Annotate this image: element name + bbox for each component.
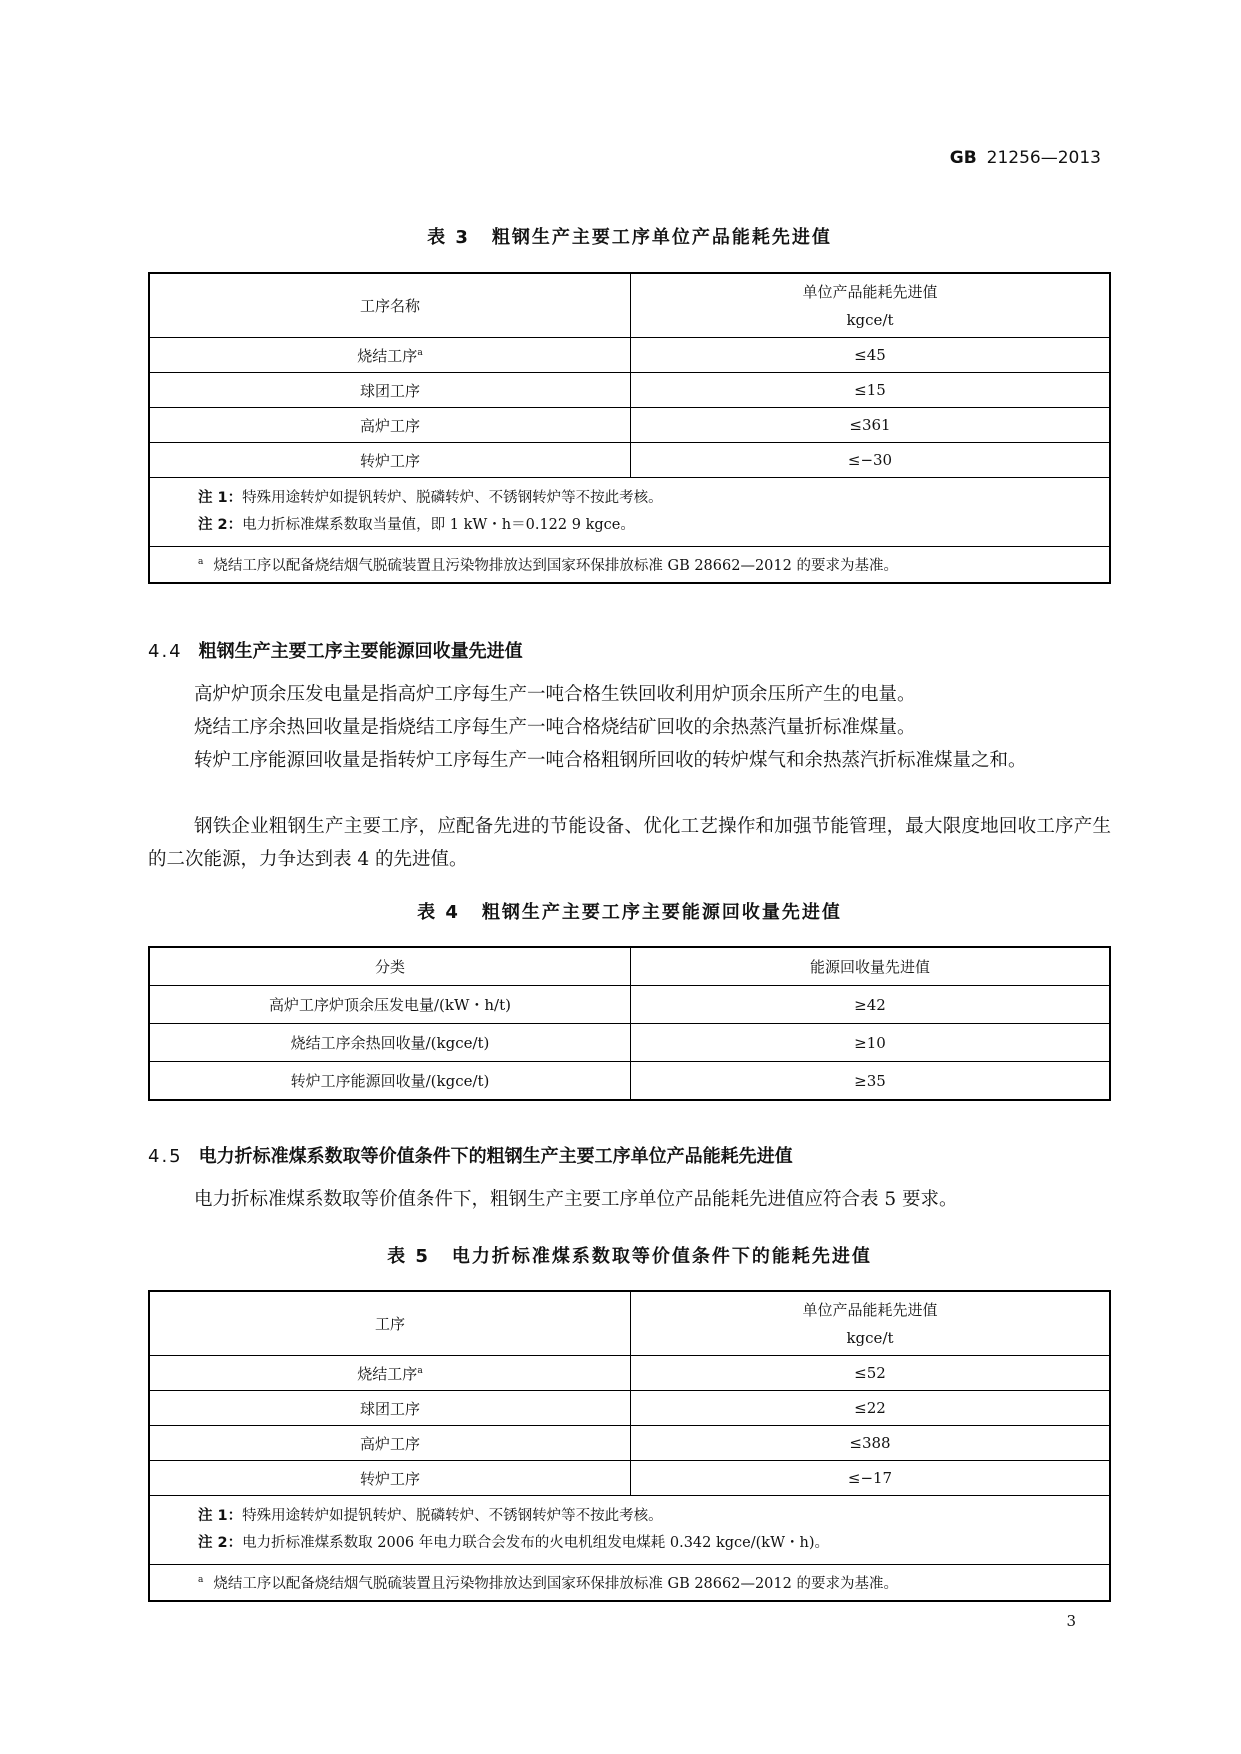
note-label: 注 1： bbox=[198, 490, 243, 506]
section-4-5-heading bbox=[148, 1142, 793, 1168]
note-text: 特殊用途转炉如提钒转炉、脱磷转炉、不锈钢转炉等不按此考核。 bbox=[242, 1508, 663, 1524]
table3-row-name: 球团工序 bbox=[149, 373, 631, 408]
table-row bbox=[149, 408, 1110, 443]
table3-note1 bbox=[198, 485, 1109, 512]
note-text: 电力折标准煤系数取 2006 年电力联合会发布的火电机组发电煤耗 0.342 kgce/(kW・h)。 bbox=[242, 1535, 829, 1551]
table3-col2-header bbox=[631, 273, 1111, 338]
table-row bbox=[149, 1024, 1110, 1062]
note-text: 特殊用途转炉如提钒转炉、脱磷转炉、不锈钢转炉等不按此考核。 bbox=[242, 490, 663, 506]
table5-col1-header: 工序 bbox=[149, 1291, 631, 1356]
section-number: 4.4 bbox=[148, 641, 183, 662]
standard-code bbox=[950, 148, 1101, 168]
note-label: 注 1： bbox=[198, 1508, 243, 1524]
table5-footnote-row bbox=[149, 1565, 1110, 1602]
table3-row-value: ≤−30 bbox=[631, 443, 1111, 478]
table-row bbox=[149, 1062, 1110, 1101]
table3 bbox=[148, 272, 1111, 584]
standard-code-prefix: GB bbox=[949, 148, 977, 168]
table-row bbox=[149, 443, 1110, 478]
table3-row-value: ≤15 bbox=[631, 373, 1111, 408]
table3-row-name: 高炉工序 bbox=[149, 408, 631, 443]
footnote-mark: a bbox=[198, 557, 204, 568]
table3-col1-header: 工序名称 bbox=[149, 273, 631, 338]
table3-title: 粗钢生产主要工序单位产品能耗先进值 bbox=[491, 227, 832, 248]
table4-row-name: 烧结工序余热回收量/(kgce/t) bbox=[149, 1024, 631, 1062]
table4-row-value: ≥10 bbox=[631, 1024, 1111, 1062]
table3-number: 表 3 bbox=[427, 227, 470, 248]
section44-paragraph: 高炉炉顶余压发电量是指高炉工序每生产一吨合格生铁回收利用炉顶余压所产生的电量。 bbox=[194, 684, 916, 705]
table5-row-name: 转炉工序 bbox=[149, 1461, 631, 1496]
table-row bbox=[149, 1426, 1110, 1461]
table-row bbox=[149, 1461, 1110, 1496]
table-row bbox=[149, 1356, 1110, 1391]
table5-row-name: 球团工序 bbox=[149, 1391, 631, 1426]
table4-row-value: ≥35 bbox=[631, 1062, 1111, 1101]
table5-row-value: ≤52 bbox=[631, 1356, 1111, 1391]
table3-row-value: ≤45 bbox=[631, 338, 1111, 373]
section-4-4-heading bbox=[148, 637, 523, 663]
table4-header-row bbox=[149, 947, 1110, 986]
section45-paragraph: 电力折标准煤系数取等价值条件下，粗钢生产主要工序单位产品能耗先进值应符合表 5 要求。 bbox=[194, 1189, 958, 1210]
table3-col2-title: 单位产品能耗先进值 bbox=[802, 282, 938, 301]
table5-row-value: ≤22 bbox=[631, 1391, 1111, 1426]
table4-row-value: ≥42 bbox=[631, 986, 1111, 1024]
table3-footnote bbox=[149, 547, 1110, 584]
table3-notes bbox=[149, 478, 1110, 547]
table-row bbox=[149, 373, 1110, 408]
table5-footnote bbox=[149, 1565, 1110, 1602]
row-name-text: 烧结工序 bbox=[357, 1364, 418, 1383]
table4-caption bbox=[148, 898, 1111, 924]
table5-col2-unit: kgce/t bbox=[846, 1328, 894, 1347]
table3-footnote-row bbox=[149, 547, 1110, 584]
table-row bbox=[149, 338, 1110, 373]
table5-note2 bbox=[198, 1530, 1109, 1557]
table4-title: 粗钢生产主要工序主要能源回收量先进值 bbox=[481, 902, 842, 923]
table4-number: 表 4 bbox=[417, 902, 460, 923]
table4 bbox=[148, 946, 1111, 1101]
footnote-text: 烧结工序以配备烧结烟气脱硫装置且污染物排放达到国家环保排放标准 GB 28662—2012 的要求为基准。 bbox=[213, 1576, 898, 1592]
row-name-text: 烧结工序 bbox=[357, 346, 418, 365]
section44-paragraph: 转炉工序能源回收量是指转炉工序每生产一吨合格粗钢所回收的转炉煤气和余热蒸汽折标准煤量之和。 bbox=[194, 750, 1027, 771]
footnote-ref: a bbox=[417, 1365, 423, 1376]
standard-code-number: 21256—2013 bbox=[986, 148, 1101, 168]
table5-number: 表 5 bbox=[387, 1246, 430, 1267]
table3-row-value: ≤361 bbox=[631, 408, 1111, 443]
table-row bbox=[149, 986, 1110, 1024]
section-number: 4.5 bbox=[148, 1146, 183, 1167]
note-text: 电力折标准煤系数取当量值，即 1 kW・h＝0.122 9 kgce。 bbox=[242, 517, 635, 533]
table5-row-value: ≤388 bbox=[631, 1426, 1111, 1461]
footnote-text: 烧结工序以配备烧结烟气脱硫装置且污染物排放达到国家环保排放标准 GB 28662—2012 的要求为基准。 bbox=[213, 558, 898, 574]
footnote-ref: a bbox=[417, 347, 423, 358]
section-title: 粗钢生产主要工序主要能源回收量先进值 bbox=[198, 641, 523, 662]
table5-col2-header bbox=[631, 1291, 1111, 1356]
table5-notes-row bbox=[149, 1496, 1110, 1565]
table4-row-name: 高炉工序炉顶余压发电量/(kW・h/t) bbox=[149, 986, 631, 1024]
section44-paragraph: 烧结工序余热回收量是指烧结工序每生产一吨合格烧结矿回收的余热蒸汽量折标准煤量。 bbox=[194, 717, 916, 738]
table5-row-name bbox=[149, 1356, 631, 1391]
table5-title: 电力折标准煤系数取等价值条件下的能耗先进值 bbox=[451, 1246, 872, 1267]
table5-caption bbox=[148, 1242, 1111, 1268]
table5-row-value: ≤−17 bbox=[631, 1461, 1111, 1496]
table4-row-name: 转炉工序能源回收量/(kgce/t) bbox=[149, 1062, 631, 1101]
page-number: 3 bbox=[1066, 1612, 1076, 1630]
table3-row-name bbox=[149, 338, 631, 373]
footnote-mark: a bbox=[198, 1575, 204, 1586]
section44-paragraph: 钢铁企业粗钢生产主要工序，应配备先进的节能设备、优化工艺操作和加强节能管理，最大限度地回收工序产生的二次能源，力争达到表 4 的先进值。 bbox=[148, 816, 1111, 870]
table4-col1-header: 分类 bbox=[149, 947, 631, 986]
table5-note1 bbox=[198, 1503, 1109, 1530]
table3-caption bbox=[148, 223, 1111, 249]
table5-notes bbox=[149, 1496, 1110, 1565]
table3-note2 bbox=[198, 512, 1109, 539]
table5-header-row bbox=[149, 1291, 1110, 1356]
note-label: 注 2： bbox=[198, 1535, 243, 1551]
section-title: 电力折标准煤系数取等价值条件下的粗钢生产主要工序单位产品能耗先进值 bbox=[198, 1146, 793, 1167]
table3-row-name: 转炉工序 bbox=[149, 443, 631, 478]
table3-header-row bbox=[149, 273, 1110, 338]
table5-row-name: 高炉工序 bbox=[149, 1426, 631, 1461]
table-row bbox=[149, 1391, 1110, 1426]
table3-col2-unit: kgce/t bbox=[846, 310, 894, 329]
table3-notes-row bbox=[149, 478, 1110, 547]
table5 bbox=[148, 1290, 1111, 1602]
note-label: 注 2： bbox=[198, 517, 243, 533]
table4-col2-header: 能源回收量先进值 bbox=[631, 947, 1111, 986]
table5-col2-title: 单位产品能耗先进值 bbox=[802, 1300, 938, 1319]
